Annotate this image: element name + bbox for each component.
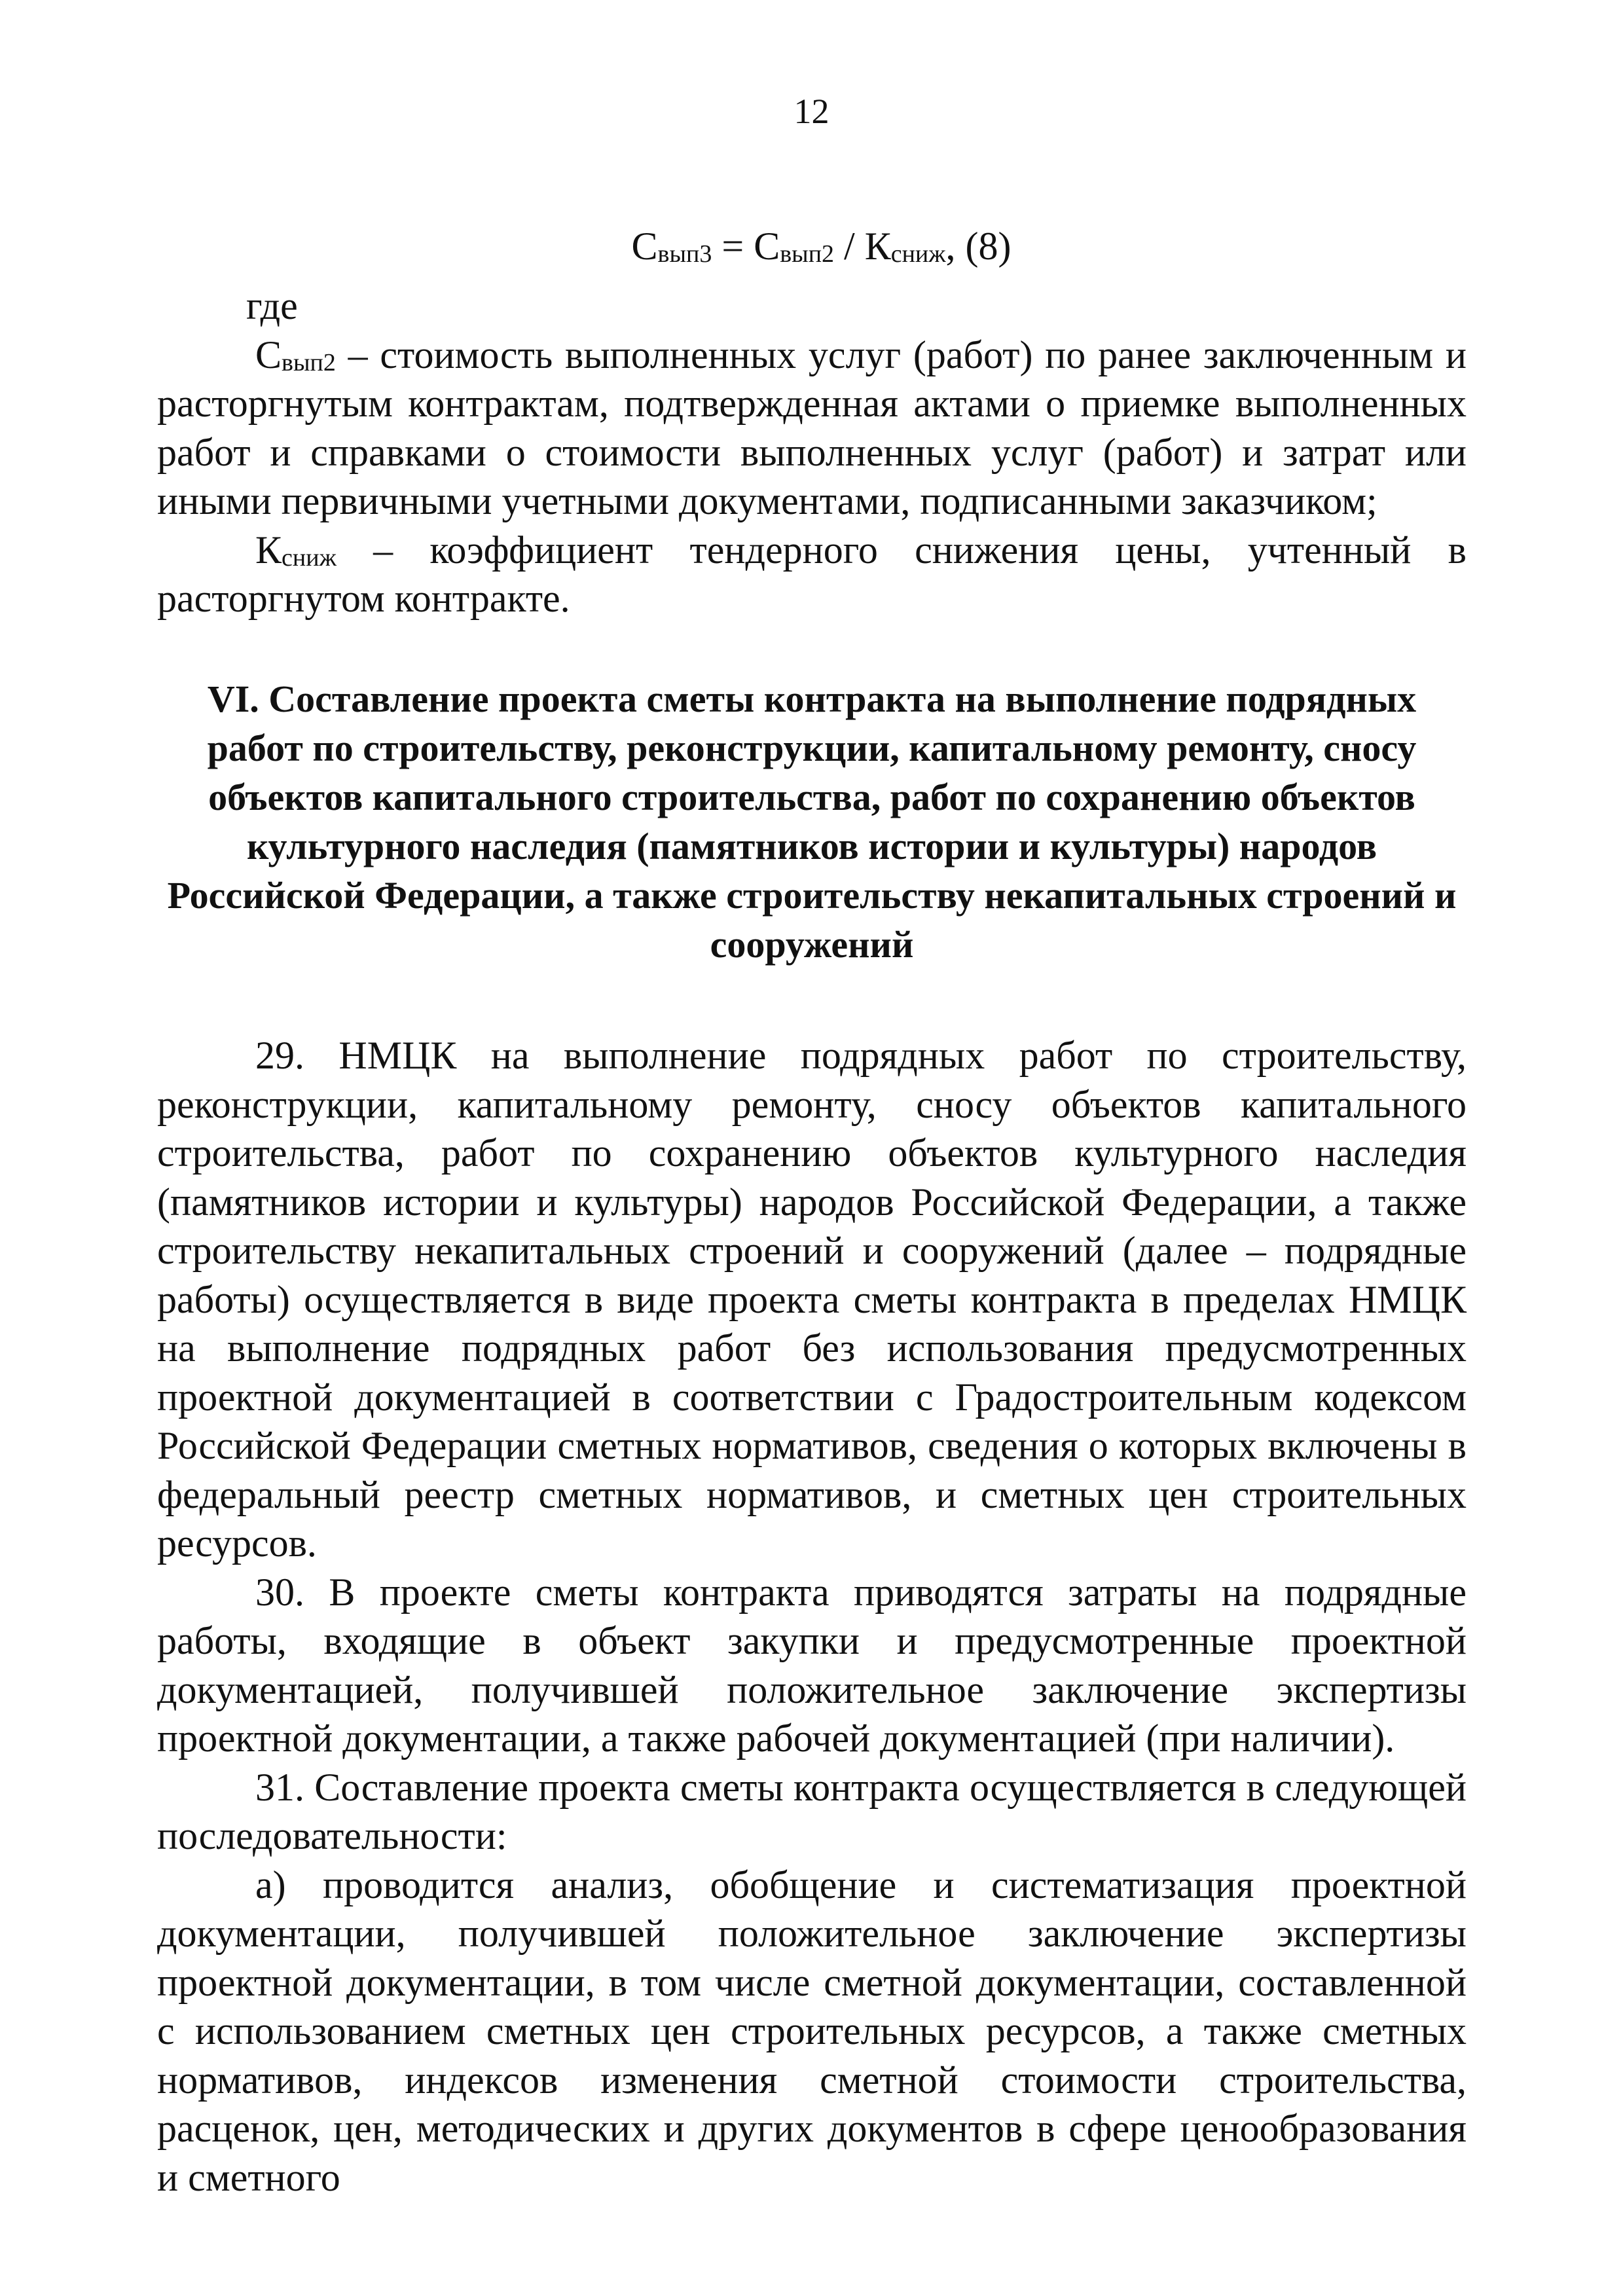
paragraph-31: 31. Составление проекта сметы контракта осуществляется в следующей последовательности:	[157, 1765, 1467, 1857]
definition-ksnizh-text: – коэффициент тендерного снижения цены, учтенный в расторгнутом контракте.	[157, 528, 1467, 620]
formula-divide: /	[834, 225, 865, 268]
where-label: где	[246, 284, 298, 327]
paragraph-30: 30. В проекте сметы контракта приводятся затраты на подрядные работы, входящие в объект закупки и предусмотренные проектной документацией, получившей положительное заключение экспертизы проектной документации, а также рабочей документацией (при наличии).	[157, 1570, 1467, 1760]
definition-svyp2-base: С	[255, 333, 282, 376]
definition-ksnizh-sub: сниж	[282, 543, 337, 572]
formula-equals: =	[712, 225, 754, 268]
section-heading: VI. Составление проекта сметы контракта на выполнение подрядных работ по строительству, реконструкции, капитальному ремонту, сносу объектов капитального строительства, работ по сохранению объектов культурного наследия (памятников истории и культуры) народов Российской Федерации, а также строительству некапитальных строений и сооружений	[167, 678, 1457, 966]
definition-ksnizh-base: К	[255, 528, 282, 572]
definition-ksnizh	[157, 526, 1467, 623]
page-number: 12	[793, 92, 830, 131]
main-text-block	[157, 1031, 1467, 2202]
paragraph-29: 29. НМЦК на выполнение подрядных работ по строительству, реконструкции, капитальному ремонту, сносу объектов капитального строительства, работ по сохранению объектов культурного наследия (памятников истории и культуры) народов Российской Федерации, а также строительству некапитальных строений и сооружений (далее – подрядные работы) осуществляется в виде проекта сметы контракта в пределах НМЦК на выполнение подрядных работ без использования предусмотренных проектной документацией в соответствии с Градостроительным кодексом Российской Федерации сметных нормативов, сведения о которых включены в федеральный реестр сметных нормативов, и сметных цен строительных ресурсов.	[157, 1034, 1467, 1565]
definition-svyp2-sub: вып2	[282, 348, 336, 376]
paragraph-31a: а) проводится анализ, обобщение и систематизация проектной документации, получившей положительное заключение экспертизы проектной документации, в том числе сметной документации, составленной с использованием сметных цен строительных ресурсов, а также сметных нормативов, индексов изменения сметной стоимости строительства, расценок, цен, методических и других документов в сфере ценообразования и сметного	[157, 1863, 1467, 2199]
definition-svyp2-text: – стоимость выполненных услуг (работ) по ранее заключенным и расторгнутым контрактам, подтвержденная актами о приемке выполненных работ и справками о стоимости выполненных услуг (работ) и затрат или иными первичными учетными документами, подписанными заказчиком;	[157, 333, 1467, 522]
formula-8	[0, 223, 1623, 278]
formula-lhs-base: С	[631, 225, 658, 268]
definition-svyp2	[157, 331, 1467, 526]
definitions-block	[157, 282, 1467, 623]
formula-r1-sub: вып2	[780, 240, 835, 268]
formula-r1-base: С	[754, 225, 780, 268]
formula-r2-base: К	[864, 225, 891, 268]
formula-lhs-sub: вып3	[657, 240, 712, 268]
formula-r2-sub: сниж	[890, 240, 946, 268]
formula-tail: , (8)	[945, 225, 1012, 268]
